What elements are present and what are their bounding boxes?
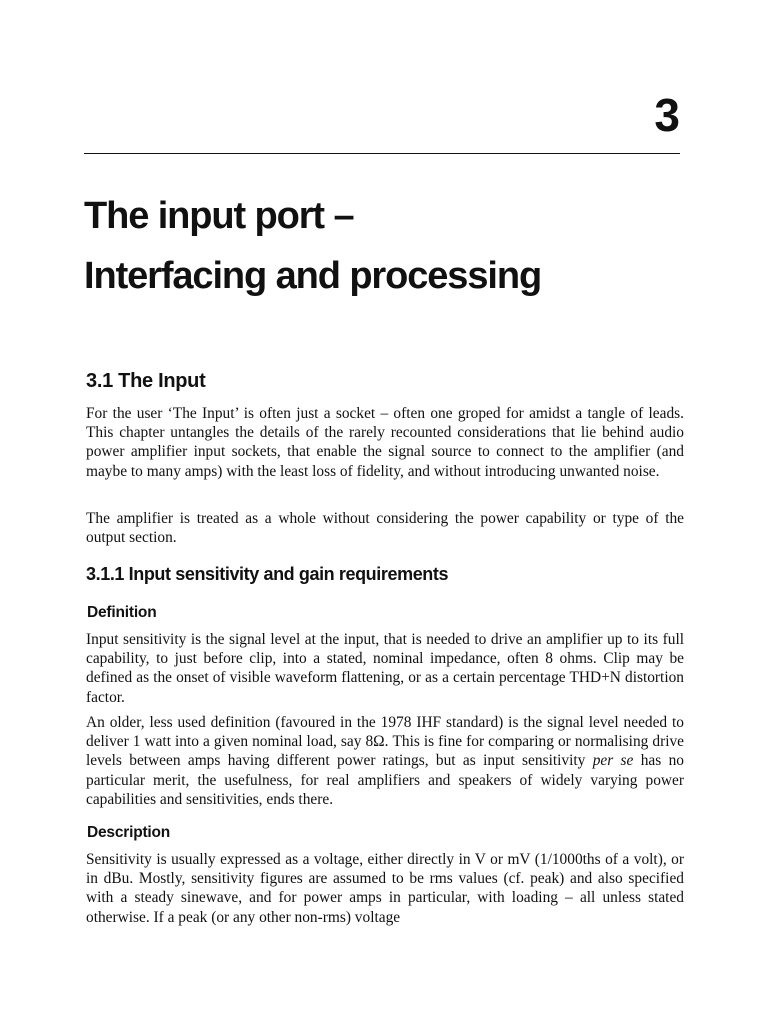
section-heading-3-1-1: 3.1.1 Input sensitivity and gain requirements: [86, 564, 449, 584]
chapter-title: [84, 186, 541, 306]
paragraph-definition-2-italic: per se: [592, 752, 634, 770]
chapter-title-line-1: The input port –: [84, 195, 354, 237]
paragraph-definition-2-part-a: An older, less used definition (favoured in the 1978 IHF standard) is the signal level needed to deliver 1 watt into a given nominal load, say 8Ω. This is fine for comparing or normalising drive levels between amps having different power ratings, but as input sensitivity: [86, 714, 684, 770]
paragraph-3-1-scope: The amplifier is treated as a whole without considering the power capability or type of the output section.: [86, 510, 684, 547]
subheading-definition: Definition: [87, 604, 157, 621]
section-heading-3-1: 3.1 The Input: [86, 370, 206, 392]
chapter-rule: [84, 153, 680, 154]
paragraph-definition-2-part-b: has no particular merit, the usefulness, for real amplifiers and speakers of widely varying power capabilities and sensitivities, ends there.: [86, 752, 684, 808]
subheading-description: Description: [87, 824, 171, 841]
chapter-number: 3: [654, 89, 680, 141]
paragraph-description-1: Sensitivity is usually expressed as a voltage, either directly in V or mV (1/1000ths of a volt), or in dBu. Mostly, sensitivity figures are assumed to be rms values (cf. peak) and also specified with a steady sinewave, and for power amps in particular, with loading – all unless stated otherwise. If a peak (or any other non-rms) voltage: [86, 851, 684, 926]
chapter-title-line-2: Interfacing and processing: [84, 255, 542, 297]
paragraph-3-1-intro: For the user ‘The Input’ is often just a socket – often one groped for amidst a tangle of leads. This chapter untangles the details of the rarely recounted considerations that lie behind audio power amplifier input sockets, that enable the signal source to connect to the amplifier (and maybe to many amps) with the least loss of fidelity, and without introducing unwanted noise.: [86, 405, 684, 480]
paragraph-definition-1: Input sensitivity is the signal level at the input, that is needed to drive an amplifier up to its full capability, to just before clip, into a stated, nominal impedance, often 8 ohms. Clip may be defined as the onset of visible waveform flattening, or as a certain percentage THD+N distortion factor.: [86, 631, 684, 706]
paragraph-definition-2: [86, 713, 684, 809]
